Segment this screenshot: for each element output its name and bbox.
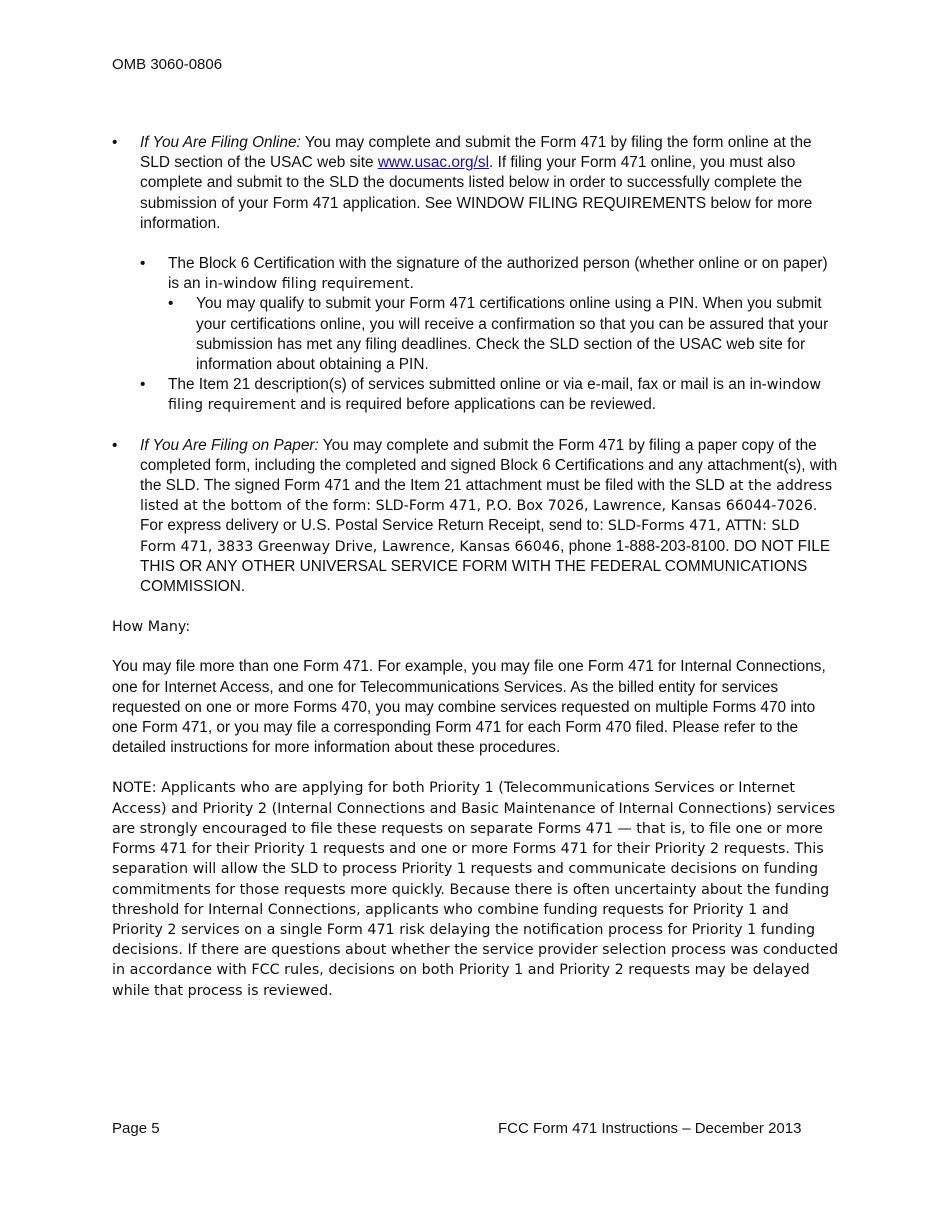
- block6-text: The Block 6 Certification with the signature of the authorized person (whether online or on paper) is an: [168, 255, 828, 293]
- filing-online-lead: If You Are Filing Online:: [140, 134, 301, 151]
- list-item-filing-online: [112, 133, 840, 416]
- filing-paper-text: You may complete and submit the Form 471 by filing a paper copy of the completed form, including the completed and signed Block 6 Certifications and any attachment(s), with the SLD. The signed Form 471 and the Item 21 attachment must be filed with the SLD: [140, 436, 838, 495]
- filing-paper-text-2: . For express delivery or U.S. Postal Service Return Receipt, send to:: [140, 497, 818, 535]
- filing-paper-express-address: SLD-Forms 471, ATTN: SLD Form 471, 3833 Greenway Drive, Lawrence, Kansas 66046: [140, 518, 800, 555]
- list-item-pin: • You may qualify to submit your Form 471 certifications online using a PIN. When you submit your certifications online, you will receive a confirmation so that you can be assured that your submission has met any filing deadlines. Check the SLD section of the USAC web site for information about obtaining a PIN.: [168, 294, 840, 375]
- priority-note: NOTE: Applicants who are applying for both Priority 1 (Telecommunications Services or Internet Access) and Priority 2 (Internal Connections and Basic Maintenance of Internal Connections) services are strongly encouraged to file these requests on separate Forms 471 — that is, to file one or more Forms 471 for their Priority 1 requests and one or more Forms 471 for their Priority 2 requests. This separation will allow the SLD to process Priority 1 requests and communicate decisions on funding commitments for those requests more quickly. Because there is often uncertainty about the funding threshold for Internal Connections, applicants who combine funding requests for Priority 1 and Priority 2 services on a single Form 471 risk delaying the notification process for Priority 1 funding decisions. If there are questions about whether the service provider selection process was conducted in accordance with FCC rules, decisions on both Priority 1 and Priority 2 requests may be delayed while that process is reviewed.: [112, 780, 839, 999]
- filing-paper-address: at the address listed at the bottom of the form: SLD-Form 471, P.O. Box 7026, Lawrence, Kansas 66044-7026: [140, 478, 833, 515]
- item21-requirement: window filing requirement: [168, 377, 822, 414]
- how-many-body: You may file more than one Form 471. For example, you may file one Form 471 for Internal Connections, one for Internet Access, and one for Telecommunications Services. As the billed entity for services requested on one or more Forms 470, you may combine services requested on multiple Forms 470 into one Form 471, or you may file a corresponding Form 471 for each Form 470 filed. Please refer to the detailed instructions for more information about these procedures.: [112, 658, 826, 757]
- footer-title: FCC Form 471 Instructions – December 2013: [498, 1120, 802, 1137]
- block6-period: .: [409, 275, 414, 293]
- page-content: [112, 133, 840, 1001]
- filing-methods-list: [112, 133, 840, 597]
- item21-text-2: and is required before applications can be reviewed.: [295, 396, 657, 414]
- omb-number: OMB 3060-0806: [112, 56, 223, 73]
- list-item-block6-cert: [140, 254, 840, 375]
- block6-requirement: in-window filing requirement: [204, 276, 410, 293]
- online-requirements-list: [140, 254, 840, 416]
- filing-online-text: You may complete and submit the Form 471 by filing the form online at the SLD section of the USAC web site: [140, 134, 812, 172]
- filing-online-text-2: . If filing your Form 471 online, you must also complete and submit to the SLD the documents listed below in order to successfully complete the submission of your Form 471 application. See WINDOW FILING REQUIREMENTS below for more information.: [140, 154, 813, 232]
- list-item-filing-paper: [112, 436, 840, 598]
- filing-paper-text-3: , phone 1-888-203-8100. DO NOT FILE THIS OR ANY OTHER UNIVERSAL SERVICE FORM WITH THE FEDERAL COMMUNICATIONS COMMISSION.: [140, 537, 831, 596]
- list-item-item21: [140, 375, 840, 415]
- filing-paper-lead: If You Are Filing on Paper:: [140, 436, 319, 454]
- item21-text: The Item 21 description(s) of services submitted online or via e-mail, fax or mail is an in-: [168, 376, 767, 394]
- pin-list: [168, 294, 840, 375]
- page-number: Page 5: [112, 1120, 160, 1137]
- usac-link[interactable]: www.usac.org/sl: [377, 154, 490, 172]
- how-many-heading: How Many:: [112, 619, 191, 636]
